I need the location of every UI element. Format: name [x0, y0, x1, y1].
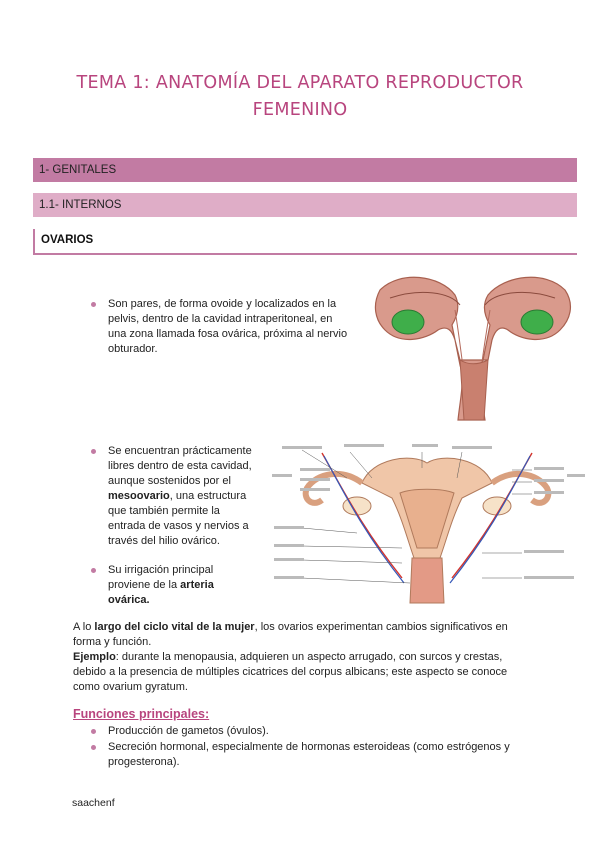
function-text: Producción de gametos (óvulos).: [108, 725, 269, 737]
uterus-ovaries-illustration: [360, 270, 585, 430]
section-genitales: 1- GENITALES: [33, 158, 577, 182]
bullet-2-text-pre: Se encuentran prácticamente libres dentro de esta cavidad, aunque sostenidos por el: [108, 445, 252, 487]
bullet-item: [108, 563, 258, 608]
para-post: , los ovarios experimentan cambios significativos en forma y función.: [73, 621, 508, 648]
title-line-1: TEMA 1: ANATOMÍA DEL APARATO REPRODUCTOR: [76, 73, 524, 93]
bullet-2-bold: mesoovario: [108, 490, 170, 502]
bullet-dot: [91, 449, 96, 454]
title-line-2: FEMENINO: [252, 100, 348, 120]
ejemplo-label: Ejemplo: [73, 651, 116, 663]
page-title: [0, 70, 600, 124]
paragraph-ciclo: [73, 620, 523, 695]
para-bold: largo del ciclo vital de la mujer: [94, 621, 255, 633]
function-item: [108, 724, 528, 739]
bullet-3-bold: arteria ovárica.: [108, 579, 214, 606]
bullet-dot: [91, 302, 96, 307]
ejemplo-text: : durante la menopausia, adquieren un aspecto arrugado, con surcos y crestas, debido a la presencia de múltiples cicatrices del corpus albicans; este aspecto se conoce como ovarium gyratum.: [73, 651, 508, 693]
para-pre: A lo: [73, 621, 92, 633]
bullet-1-text: Son pares, de forma ovoide y localizados en la pelvis, dentro de la cavidad intraperitoneal, en una zona llamada fosa ovárica, próxima al nervio obturador.: [108, 298, 348, 355]
bullet-item: [108, 444, 258, 549]
bullet-item: [108, 297, 353, 357]
author-credit: saachenf: [72, 797, 115, 809]
section-ovarios: OVARIOS: [33, 229, 577, 255]
bullet-dot: [91, 729, 96, 734]
bullet-3-text-pre: Su irrigación principal proviene de la: [108, 564, 214, 591]
function-text: Secreción hormonal, especialmente de hormonas esteroideas (como estrógenos y progesterona).: [108, 741, 510, 768]
section-internos: 1.1- INTERNOS: [33, 193, 577, 217]
bullet-2-text-post: , una estructura que también permite la entrada de vasos y nervios a través del hilio ovárico.: [108, 490, 249, 547]
functions-heading: Funciones principales:: [73, 707, 210, 721]
bullet-dot: [91, 745, 96, 750]
uterus-anatomy-diagram: [262, 438, 587, 608]
function-item: [108, 740, 528, 770]
bullet-dot: [91, 568, 96, 573]
